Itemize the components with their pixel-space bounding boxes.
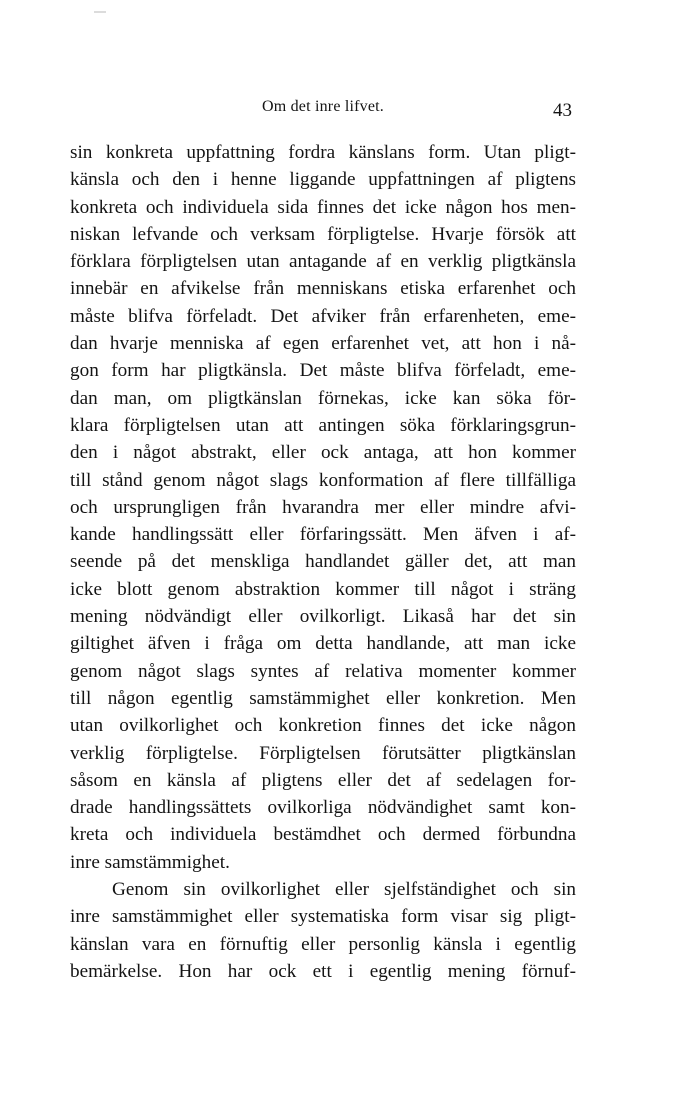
- text-line: gon form har pligtkänsla. Det måste blifva förfeladt, eme-: [70, 360, 576, 382]
- text-line: bemärkelse. Hon har ock ett i egentlig mening förnuf-: [70, 960, 576, 982]
- running-head: Om det inre lifvet.: [262, 98, 384, 115]
- text-line: niskan lefvande och verksam förpligtelse. Hvarje försök att: [70, 223, 576, 245]
- page-header: [70, 96, 576, 124]
- text-line: genom något slags syntes af relativa momenter kommer: [70, 660, 576, 682]
- text-line: verklig förpligtelse. Förpligtelsen förutsätter pligtkänslan: [70, 742, 576, 764]
- text-line: och ursprungligen från hvarandra mer eller mindre afvi-: [70, 496, 576, 518]
- text-line: känsla och den i henne liggande uppfattningen af pligtens: [70, 169, 576, 191]
- scan-mark: [94, 0, 106, 2]
- text-line: icke blott genom abstraktion kommer till något i sträng: [70, 578, 576, 600]
- text-line: till någon egentlig samstämmighet eller konkretion. Men: [70, 687, 576, 709]
- text-line: dan man, om pligtkänslan förnekas, icke kan söka för-: [70, 387, 576, 409]
- text-line: till stånd genom något slags konformation af flere tillfälliga: [70, 469, 576, 491]
- text-line: måste blifva förfeladt. Det afviker från erfarenheten, eme-: [70, 305, 576, 327]
- paragraph-start-line: Genom sin ovilkorlighet eller sjelfständighet och sin: [112, 879, 576, 901]
- page-number: 43: [553, 100, 572, 121]
- text-line: förklara förpligtelsen utan antagande af en verklig pligtkänsla: [70, 251, 576, 273]
- text-line: dan hvarje menniska af egen erfarenhet vet, att hon i nå-: [70, 333, 576, 355]
- text-line: inre samstämmighet eller systematiska form visar sig pligt-: [70, 906, 576, 928]
- text-line: den i något abstrakt, eller ock antaga, att hon kommer: [70, 442, 576, 464]
- text-line: känslan vara en förnuftig eller personlig känsla i egentlig: [70, 933, 576, 955]
- text-line: drade handlingssättets ovilkorliga nödvändighet samt kon-: [70, 797, 576, 819]
- text-line: utan ovilkorlighet och konkretion finnes det icke någon: [70, 715, 576, 737]
- text-line: sin konkreta uppfattning fordra känslans form. Utan pligt-: [70, 142, 576, 163]
- text-line: mening nödvändigt eller ovilkorligt. Likaså har det sin: [70, 606, 576, 628]
- text-line: såsom en känsla af pligtens eller det af sedelagen for-: [70, 769, 576, 791]
- text-line: seende på det menskliga handlandet gäller det, att man: [70, 551, 576, 573]
- paragraph-end-line: inre samstämmighet.: [70, 851, 230, 873]
- text-line: konkreta och individuela sida finnes det icke någon hos men-: [70, 196, 576, 218]
- text-line: giltighet äfven i fråga om detta handlande, att man icke: [70, 633, 576, 655]
- text-line: klara förpligtelsen utan att antingen söka förklaringsgrun-: [70, 414, 576, 436]
- text-line: innebär en afvikelse från menniskans etiska erfarenhet och: [70, 278, 576, 300]
- text-line: kreta och individuela bestämdhet och dermed förbundna: [70, 824, 576, 846]
- body-text: [70, 139, 576, 985]
- text-line: kande handlingssätt eller förfaringssätt. Men äfven i af-: [70, 524, 576, 546]
